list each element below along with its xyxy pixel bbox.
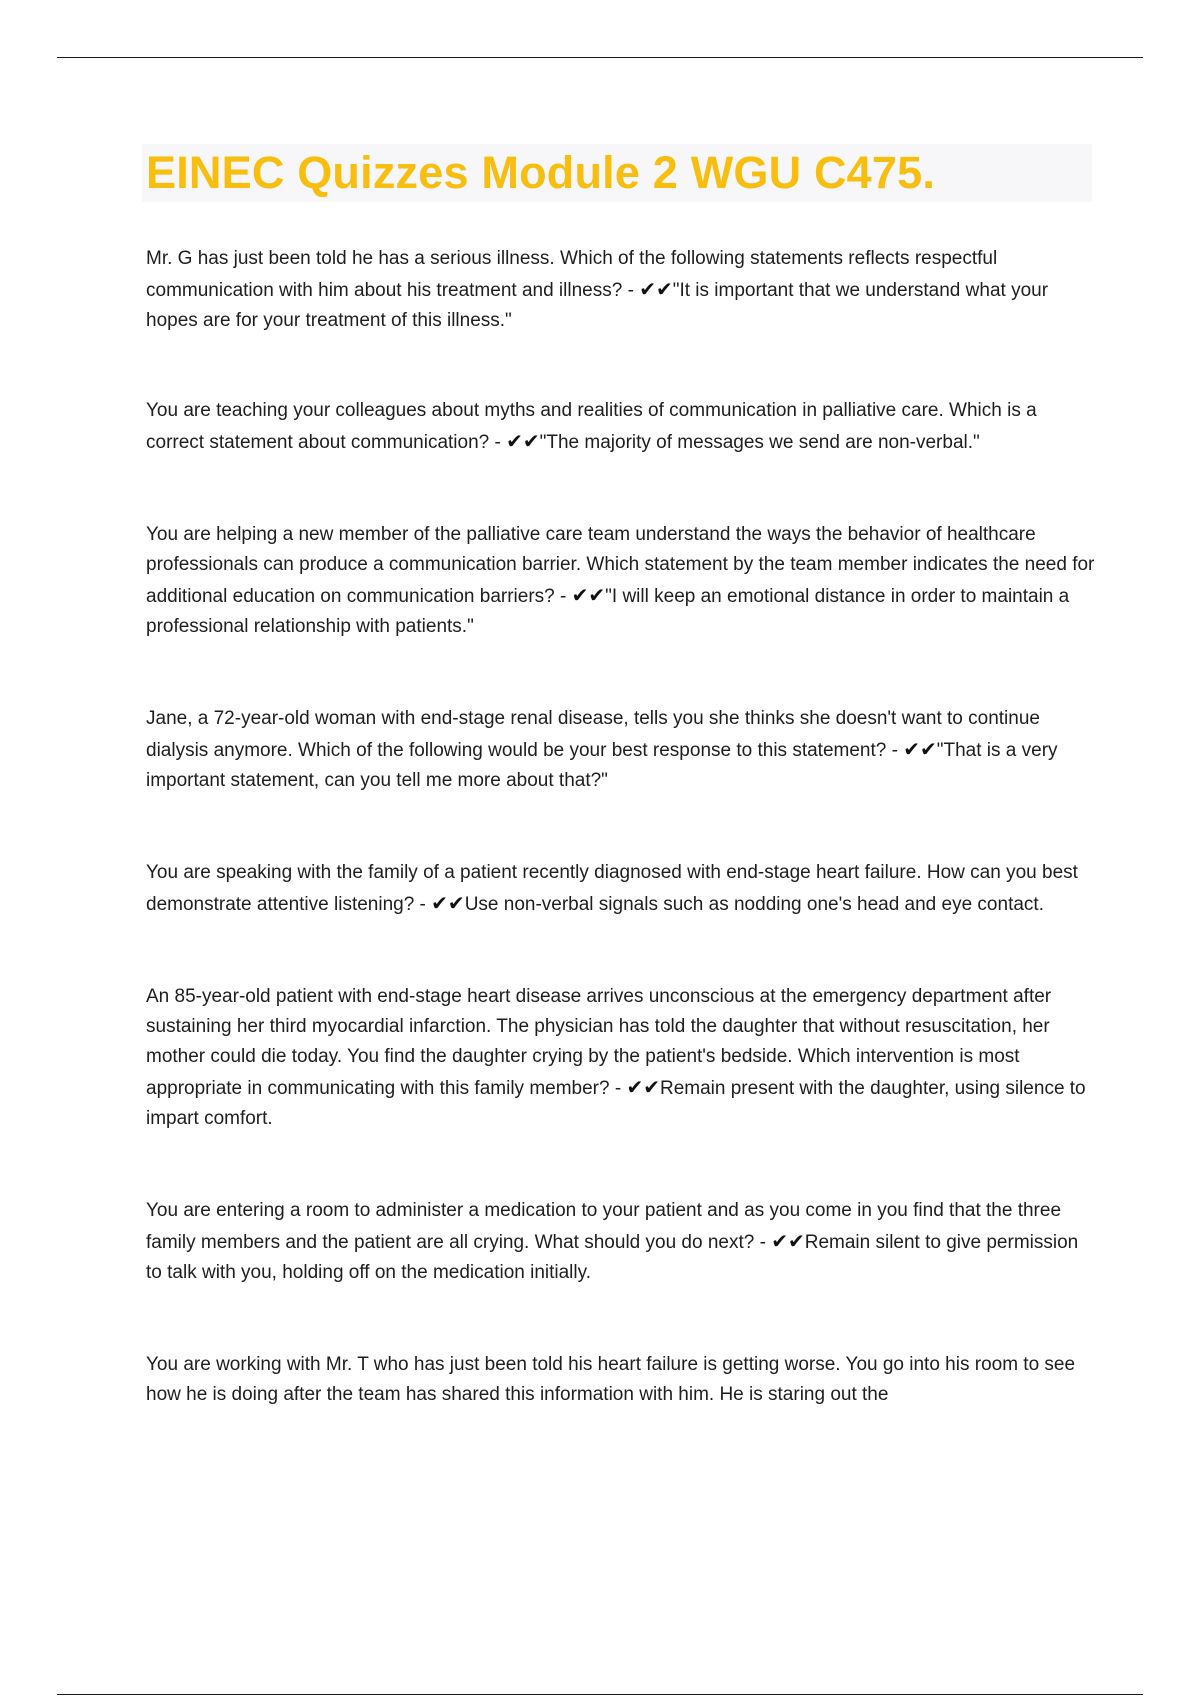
qa-item xyxy=(146,982,1096,1134)
question-text: Jane, a 72-year-old woman with end-stage renal disease, tells you she thinks she doesn't want to continue dialysis anymore. Which of the following would be your best response to this statement? - xyxy=(146,708,1040,761)
answer-text: "It is important that we understand what your hopes are for your treatment of this illness." xyxy=(146,280,1049,331)
qa-item xyxy=(146,396,1096,458)
qa-list xyxy=(146,244,1096,1410)
check-icon: ✔✔ xyxy=(571,583,606,607)
check-icon: ✔✔ xyxy=(506,429,540,453)
qa-item xyxy=(146,858,1096,920)
qa-item xyxy=(146,244,1096,336)
check-icon: ✔✔ xyxy=(626,1075,660,1099)
check-icon: ✔✔ xyxy=(431,891,465,915)
check-icon: ✔✔ xyxy=(903,737,937,761)
qa-item xyxy=(146,1350,1096,1410)
qa-item xyxy=(146,1196,1096,1288)
title-banner xyxy=(142,144,1092,202)
answer-text: "I will keep an emotional distance in order to maintain a professional relationship with patients." xyxy=(146,586,1070,637)
qa-item xyxy=(146,520,1096,642)
question-text: You are working with Mr. T who has just been told his heart failure is getting worse. You go into his room to see how he is doing after the team has shared this information with him. He is staring out the xyxy=(146,1354,1076,1405)
question-text: You are speaking with the family of a patient recently diagnosed with end-stage heart failure. How can you best demonstrate attentive listening? - xyxy=(146,862,1078,915)
question-text: You are teaching your colleagues about myths and realities of communication in palliative care. Which is a correct statement about communication? - xyxy=(146,400,1037,453)
top-rule xyxy=(57,57,1143,58)
answer-text: "The majority of messages we send are non-verbal." xyxy=(539,432,980,453)
answer-text: "That is a very important statement, can you tell me more about that?" xyxy=(146,740,1058,791)
check-icon: ✔✔ xyxy=(771,1229,805,1253)
question-text: You are helping a new member of the palliative care team understand the ways the behavior of healthcare professionals can produce a communication barrier. Which statement by the team member indicates the need for additional education on communication barriers? - xyxy=(146,524,1095,607)
bottom-rule xyxy=(57,1694,1143,1695)
qa-item xyxy=(146,704,1096,796)
answer-text: Remain silent to give permission to talk with you, holding off on the medication initially. xyxy=(146,1232,1079,1283)
question-text: An 85-year-old patient with end-stage heart disease arrives unconscious at the emergency department after sustaining her third myocardial infarction. The physician has told the daughter that without resuscitation, her mother could die today. You find the daughter crying by the patient's bedside. Which intervention is most appropriate in communicating with this family member? - xyxy=(146,986,1052,1099)
answer-text: Use non-verbal signals such as nodding one's head and eye contact. xyxy=(464,894,1044,915)
question-text: You are entering a room to administer a medication to your patient and as you come in you find that the three family members and the patient are all crying. What should you do next? - xyxy=(146,1200,1062,1253)
question-text: Mr. G has just been told he has a serious illness. Which of the following statements reflects respectful communication with him about his treatment and illness? - xyxy=(146,248,998,301)
answer-text: Remain present with the daughter, using silence to impart comfort. xyxy=(146,1078,1086,1129)
document-title: EINEC Quizzes Module 2 WGU C475. xyxy=(146,147,936,198)
check-icon: ✔✔ xyxy=(639,277,673,301)
